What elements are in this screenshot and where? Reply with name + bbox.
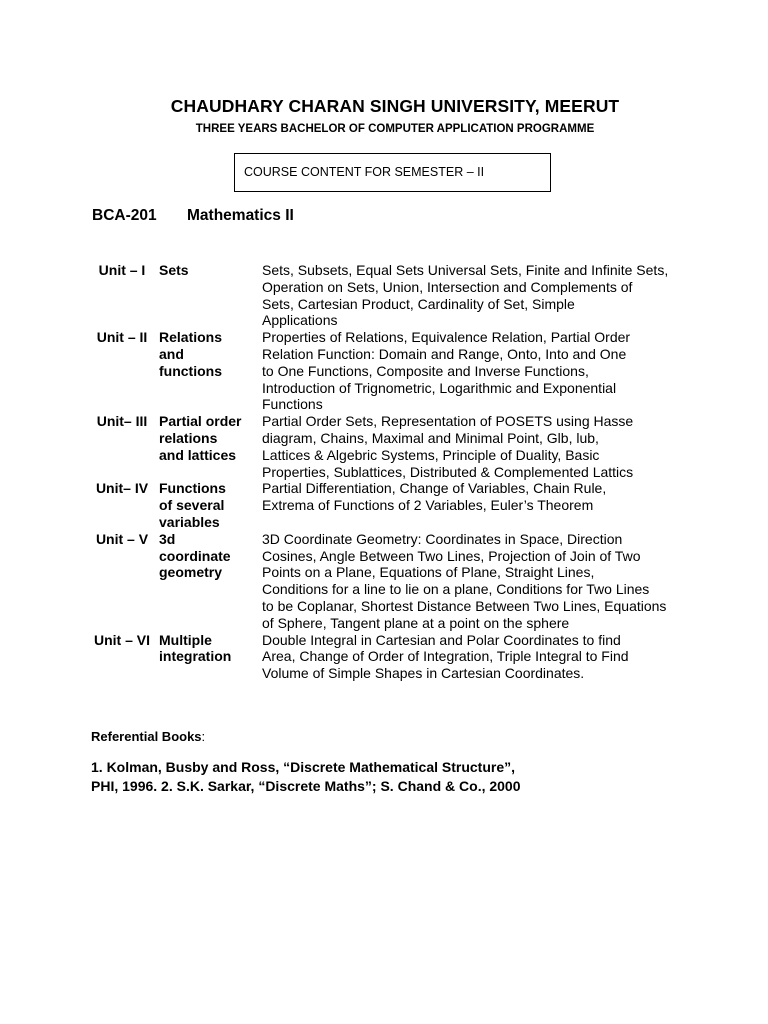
references-heading-suffix: :: [201, 729, 206, 744]
unit-label: Unit – II: [96, 329, 148, 346]
unit-label: Unit – I: [98, 262, 146, 278]
unit-row-2: [88, 329, 712, 413]
unit-name: Sets: [159, 262, 189, 278]
unit-row-6: [88, 632, 712, 682]
unit-content: Properties of Relations, Equivalence Relation, Partial Order Relation Function: Domain and Range, Onto, Into and One to One Functions, Composite and Inverse Functions, Introduction of Trignometric, Logarithmic and Exponential Functions: [262, 329, 631, 413]
unit-content: Double Integral in Cartesian and Polar Coordinates to find Area, Change of Order of Integration, Triple Integral to Find Volume of Simple Shapes in Cartesian Coordinates.: [262, 631, 629, 682]
units-table: [88, 262, 712, 682]
unit-name: Partial order relations and lattices: [159, 413, 242, 463]
references-list: 1. Kolman, Busby and Ross, “Discrete Mathematical Structure”, PHI, 1996. 2. S.K. Sarkar, “Discrete Maths”; S. Chand & Co., 2000: [91, 759, 521, 794]
unit-row-3: [88, 413, 712, 480]
unit-content: Partial Differentiation, Change of Variables, Chain Rule, Extrema of Functions of 2 Variables, Euler’s Theorem: [262, 480, 607, 514]
semester-box: COURSE CONTENT FOR SEMESTER – II: [234, 153, 551, 192]
unit-content: Sets, Subsets, Equal Sets Universal Sets, Finite and Infinite Sets, Operation on Sets, Union, Intersection and Complements of Sets, Cartesian Product, Cardinality of Set, Simple Applications: [262, 262, 669, 329]
unit-name: Multiple integration: [159, 631, 232, 665]
unit-row-5: [88, 531, 712, 632]
course-name: Mathematics II: [187, 207, 294, 224]
course-code: BCA-201: [92, 207, 157, 224]
references-heading-text: Referential Books: [91, 729, 202, 744]
programme-subtitle: THREE YEARS BACHELOR OF COMPUTER APPLICATION PROGRAMME: [195, 123, 595, 135]
unit-name: 3d coordinate geometry: [159, 530, 231, 581]
unit-row-4: [88, 480, 712, 530]
unit-content: Partial Order Sets, Representation of POSETS using Hasse diagram, Chains, Maximal and Minimal Point, Glb, lub, Lattices & Algebric Systems, Principle of Duality, Basic Properties, Sublattices, Distributed & Complemented Lattics: [262, 413, 634, 480]
unit-content: 3D Coordinate Geometry: Coordinates in Space, Direction Cosines, Angle Between Two Lines, Projection of Join of Two Points on a Plane, Equations of Plane, Straight Lines, Conditions for a line to lie on a plane, Conditions for Two Lines to be Coplanar, Shortest Distance Between Two Lines, Equations of Sphere, Tangent plane at a point on the sphere: [262, 530, 667, 631]
university-title: CHAUDHARY CHARAN SINGH UNIVERSITY, MEERUT: [170, 96, 620, 116]
unit-label: Unit – V: [95, 530, 149, 547]
unit-row-1: [88, 262, 712, 329]
course-heading: [92, 207, 294, 225]
unit-name: Functions of several variables: [159, 480, 226, 530]
unit-label: Unit – VI: [93, 631, 150, 648]
unit-name: Relations and functions: [159, 329, 223, 379]
references-heading: [91, 729, 205, 744]
unit-label: Unit– III: [96, 413, 148, 430]
unit-label: Unit– IV: [95, 480, 149, 497]
